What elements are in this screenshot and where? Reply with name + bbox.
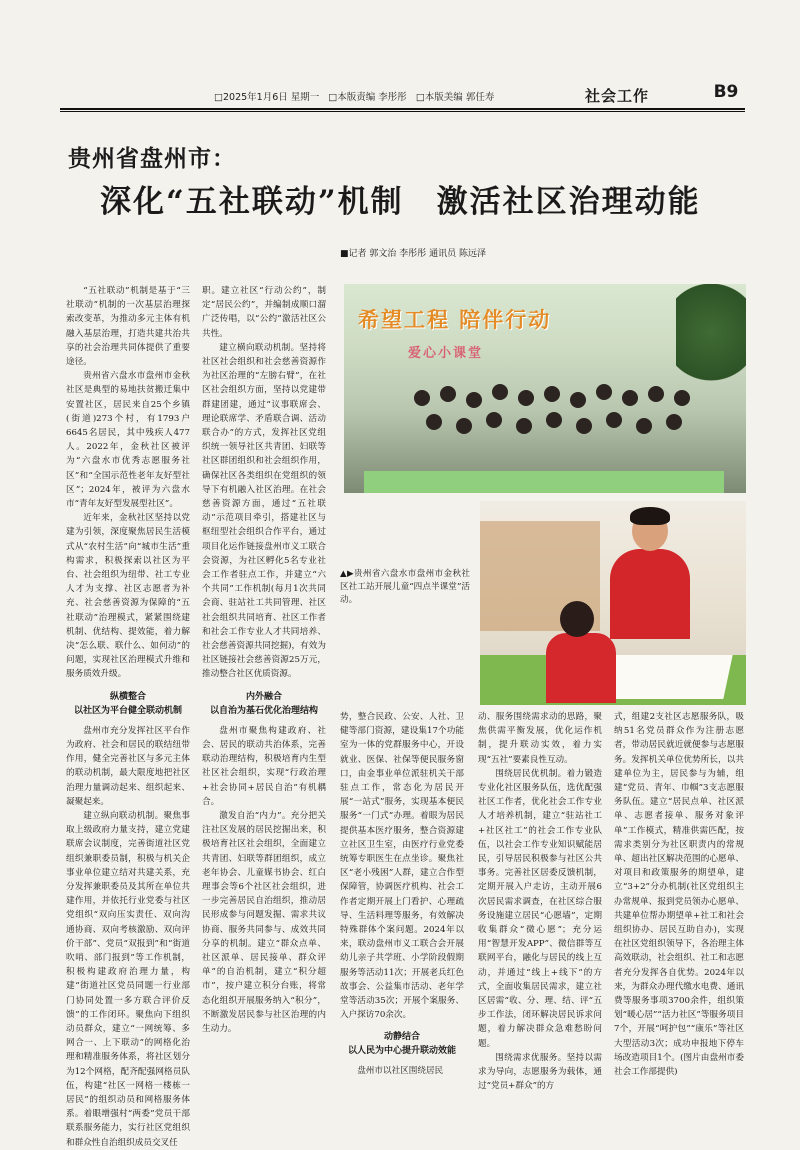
paragraph: 近年来，金秋社区坚持以党建为引领，深度聚焦居民生活模式从“农村生活”向“城市生活”重构需求，积极探索以社区为平台、社会组织为纽带、社工专业人才为支撑、社区志愿者为补充、社会慈善资源为保障的“五社联动”治理模式，紧紧围绕建机制、优结构、提效能，着力解决“怎么联、联什么、如何动”的问题，实现社区治理模式升维和服务质效升级。 [66,513,190,680]
text-column-4 [478,710,602,1126]
subheading-line-2: 以自治为基石优化治理结构 [209,705,318,716]
page-designer: □本版美编 郭任寿 [415,92,495,103]
text-column-2 [202,284,326,1126]
header-rule [60,108,745,110]
page-editor: □本版责编 李彤彤 [328,92,407,103]
subheading-line-1: 动静结合 [383,1032,420,1043]
page-number: B9 [713,82,739,102]
paragraph: 式，组建2支社区志愿服务队，吸纳51名党员群众作为注册志愿者，带动居民就近就便参与志愿服务。发挥机关单位优势所长，以共建单位为主，居民参与为辅，组建“党员、青年、巾帼”3支志愿服务队伍。建立“居民点单、社区派单、志愿者接单、服务对象评单”工作模式，精准供需匹配，按需求类别分为社区职责内的常规单、超出社区解决范围的心愿单、对项目和政策服务的期望单，建立“3+2”分办机制(社区党组织主办常规单、报到党员领办心愿单、共建单位帮办期望单+社工和社会组织协办、居民互助自办)，实现在社区党组织领导下，各治理主体高效联动，社会组织、社工和志愿者充分发挥各自优势。2024年以来，为群众办理代缴水电费、通讯费等服务事项3700余件，组织策划“暖心居”“活力社区”等服务项目7个，开展“呵护包”“康乐”等社区大型活动3次；成功申报地下停车场改造项目1个。(图片由盘州市委社会工作部提供) [614,712,744,1078]
subheading-line-2: 以人民为中心提升联动效能 [347,1046,456,1057]
text-column-3 [340,710,464,1126]
paragraph: 激发自治“内力”。充分把关注社区发展的居民挖掘出来，积极培育社区社会组织，全面建立共青团、妇联等群团组织，成立老年协会、儿童媒书协会、红白理事会等6个社区社会组织，进一步完善居民自治组织，推动居民形成参与问题发掘、需求共议协商、服务共同参与、成效共同分享的机制。建立“群众点单、社区派单、居民接单、群众评单”的自治机制，建立“积分超市”，按户建立积分台账，将常态化组织开展服务纳入“积分”，不断激发居民参与社区治理的内生动力。 [202,810,326,1034]
paragraph: 盘州市充分发挥社区平台作为政府、社会和居民的联结纽带作用，健全完善社区与多元主体的联动机制，最大限度地把社区治理力量调动起来、组织起来、凝聚起来。 [66,725,190,807]
paragraph: 围绕需求优服务。坚持以需求为导向，志愿服务为载体，通过“党员+群众”的方 [478,1052,602,1092]
section-name: 社会工作 [585,87,650,105]
photo-classroom-group [344,284,746,493]
photo-caption: ▲▶贵州省六盘水市盘州市金秋社区社工站开展儿童“四点半课堂”活动。 [340,569,470,605]
subheading [202,690,326,718]
header-rule-thin [60,111,745,112]
text-column-1 [66,284,190,1148]
child-figure [540,601,620,701]
paragraph: 动、服务围绕需求动的思路，聚焦供需平衡发展，优化运作机制，提升联动实效，着力实现“五社”要素良性互动。 [478,712,602,765]
photo-volunteer-child-painting [480,501,746,705]
header-meta [214,89,500,103]
article-headline: 深化“五社联动”机制 激活社区治理动能 [100,184,701,220]
text-column-5 [614,710,744,1126]
subheading-line-1: 纵横整合 [109,691,146,702]
subheading [340,1030,464,1058]
paragraph: “五社联动”机制是基于“三社联动”机制的一次基层治理探索改变革，为推动多元主体有机融入基层治理，打造共建共治共享的社会治理共同体提供了重要途径。 [66,286,190,368]
paragraph: 贵州省六盘水市盘州市金秋社区是典型的易地扶贫搬迁集中安置社区，居民来自25个乡镇(街道)273个村，有1793户6645名居民，其中残疾人477人。2022年，金秋社区被评为“六盘水市优秀志愿服务社区”和“全国示范性老年友好型社区”；2024年，被评为六盘水市“青年友好型发展型社区”。 [66,371,190,510]
photo-banner-subtext: 爱心小课堂 [408,346,484,361]
page-header [0,75,800,109]
children-group [404,380,704,475]
article-kicker: 贵州省盘州市： [68,145,236,172]
issue-date: □2025年1月6日 星期一 [214,92,320,103]
photo-banner-text: 希望工程 陪伴行动 [358,308,552,332]
paragraph: 盘州市以社区围绕居民 [357,1066,444,1077]
paragraph: 建立横向联动机制。坚持将社区社会组织和社会慈善资源作为社区治理的“左膀右臂”，在社区社会组织方面，坚持以党建带群建团建，通过“议事联席会、理论联席学、矛盾联合调、活动联合办”的方式，发挥社区党组织统一领导社区共青团、妇联等社区群团组织和社会组织作用，确保社区各类组织在党组织的领导下有机融入社区治理。在社会慈善资源方面，通过“五社联动”示范项目牵引，搭建社区与枢纽型社会组织合作平台，通过项目化运作链接盘州市义工联合会资源，为社区孵化5名专业社会工作者驻点工作，并建立“六个共同”工作机制(每月1次共同会商、驻站社工共同管理、社区社会组织共同培育、社区工作者和社会工作专业人才共同培养、社会慈善资源共同挖掘)，有效为社区链接社会慈善资源25万元，推动整合社区优质资源。 [202,342,326,680]
subheading-line-2: 以社区为平台健全联动机制 [73,705,182,716]
paragraph: 盘州市聚焦构建政府、社会、居民的联动共治体系，完善联动治理结构，积极培育内生型社区社会组织，实现“行政治理+社会协同+居民自治”有机耦合。 [202,725,326,807]
paragraph: 职。建立社区“行动公约”，制定“居民公约”，并编制成顺口溜广泛传唱，以“公约”激活社区公共性。 [202,286,326,339]
subheading-line-1: 内外融合 [245,691,282,702]
article-byline: ■记者 郭文治 李彤彤 通讯员 陈远泽 [340,249,486,259]
subheading [66,690,190,718]
paragraph: 势，整合民政、公安、人社、卫健等部门资源，建设集17个功能室为一体的党群服务中心，开设就业、医保、社保等便民服务窗口，由金事业单位派驻机关干部驻点工作，常态化为居民开展“一站式”服务，实现基本便民服务“一门式”办理。着眼为居民提供基本医疗服务，整合资源建立社区卫生室，由医疗行业党委统筹专职医生在点坐诊。聚焦社区“老小残困”人群，建立合作型保障管，协调医疗机构、社会工作者定期开展上门看护、心理疏导、生活料理等服务，有效解决特殊群体个案问题。2024年以来，联动盘州市义工联合会开展幼儿亲子共学班、小学阶段假期服务等活动11次；开展老兵红色故事会、公益集市活动、老年学堂等活动35次；开展个案服务、入户探访70余次。 [340,712,464,1021]
paragraph: 建立纵向联动机制。聚焦事取上级政府力量支持，建立党建联席会议制度，完善街道社区党组织兼职委员制，积极与机关企事业单位建立结对共建关系，充分发挥兼职委员及其所在单位共建作用，并依托行业党委与社区党组织“双向压实责任、双向沟通协商、双向考核激励、双向评价干部”、党员“双报到”和“街道吹哨、部门报到”等工作机制，积极构建政府治理力量，构建“街道社区党员同题一行业部门协同处置一多方联合评价反馈”的工作闭环。聚焦向下组织动员群众，建立“一网统筹、多网合一、上下联动”的网格化治理和精准服务体系，将社区划分为12个网格，配齐配强网格员队伍，构建“社区一网格一楼栋一居民”的组织动员和网格服务体系。着眼增强村“两委”党员干部联系服务能力，实行社区党组织和群众性自治组织成员交叉任 [66,810,190,1148]
green-table [364,471,724,493]
paragraph: 围绕居民优机制。着力锻造专业化社区服务队伍，选优配强社区工作者，优化社会工作专业人才培养机制，建立“驻站社工+社区社工”的社会工作专业队伍，以社会工作专业知识赋能居民，引导居民积极参与社区公共事务。完善社区居委反馈机制，定期开展入户走访，主动开展6次居民需求调查，在社区综合服务设施建立居民“心愿墙”，定期收集群众“微心愿”；充分运用“智慧开发APP”、微信群等互联网平台，融化与居民的线上互动，并通过“线上+线下”的方式，全面收集居民需求，建立社区居需“收、分、理、结、评”五步工作法，闭环解决居民诉求问题，着力解决群众急难愁盼问题。 [478,768,602,1049]
